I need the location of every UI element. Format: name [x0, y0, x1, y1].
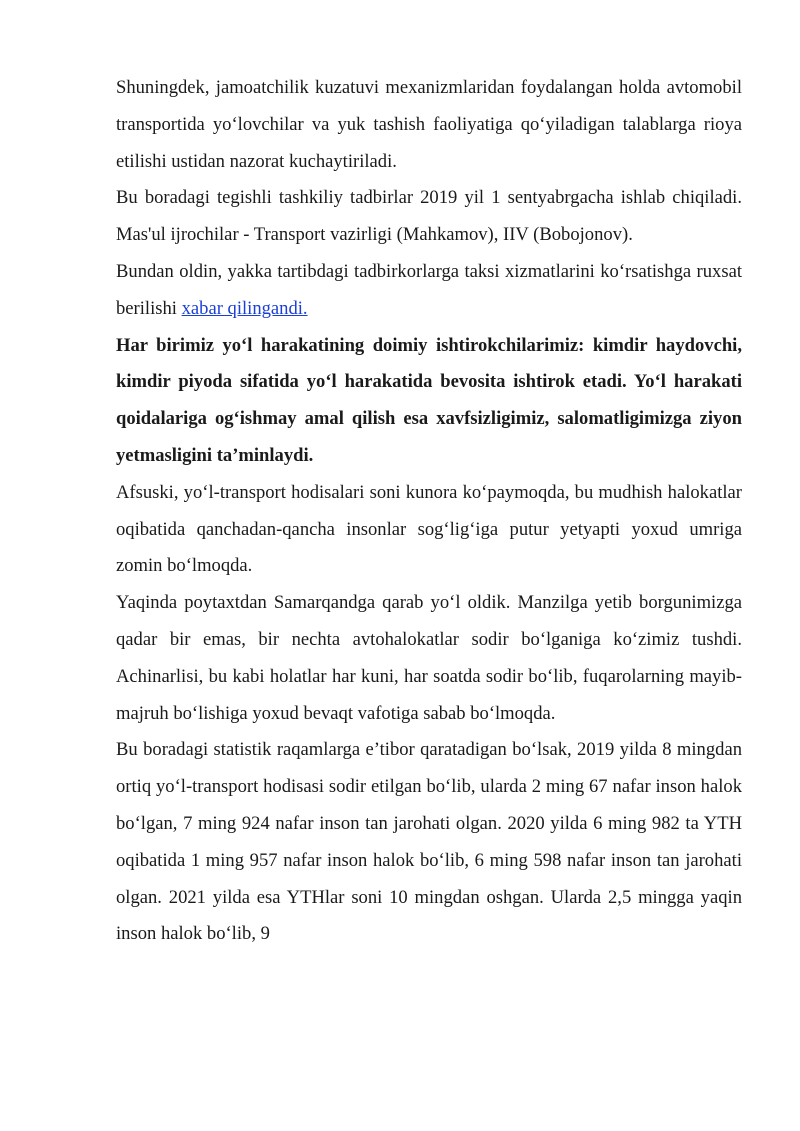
paragraph-5: Afsuski, yo‘l-transport hodisalari soni kunora ko‘paymoqda, bu mudhish halokatlar oqibatida qanchadan-qancha insonlar sog‘lig‘iga putur yetyapti yoxud umriga zomin bo‘lmoqda. — [116, 481, 742, 577]
paragraph-4-bold: Har birimiz yo‘l harakatining doimiy ishtirokchilarimiz: kimdir haydovchi, kimdir piyoda sifatida yo‘l harakatida bevosita ishtirok etadi. Yo‘l harakati qoidalariga og‘ishmay amal qilish esa xavfsizligimiz, salomatligimizga ziyon yetmasligini ta’minlaydi. — [116, 334, 742, 466]
paragraph-3-text: Bundan oldin, yakka tartibdagi tadbirkorlarga taksi xizmatlarini ko‘rsatishga ruxsat berilishi — [116, 260, 742, 319]
paragraph-3 — [116, 254, 742, 328]
news-link[interactable]: xabar qilingandi. — [181, 297, 308, 319]
paragraph-6: Yaqinda poytaxtdan Samarqandga qarab yo‘l oldik. Manzilga yetib borgunimizga qadar bir emas, bir nechta avtohalokatlar sodir bo‘lganiga ko‘zimiz tushdi. Achinarlisi, bu kabi holatlar har kuni, har soatda sodir bo‘lib, fuqarolarning mayib-majruh bo‘lishiga yoxud bevaqt vafotiga sabab bo‘lmoqda. — [116, 592, 742, 724]
paragraph-2: Bu boradagi tegishli tashkiliy tadbirlar 2019 yil 1 sentyabrgacha ishlab chiqiladi. Mas'ul ijrochilar - Transport vazirligi (Mahkamov), IIV (Bobojonov). — [116, 187, 742, 246]
document-page — [116, 70, 742, 953]
paragraph-7: Bu boradagi statistik raqamlarga e’tibor qaratadigan bo‘lsak, 2019 yilda 8 mingdan ortiq yo‘l-transport hodisasi sodir etilgan bo‘lib, ularda 2 ming 67 nafar inson halok bo‘lgan, 7 ming 924 nafar inson tan jarohati olgan. 2020 yilda 6 ming 982 ta YTH oqibatida 1 ming 957 nafar inson halok bo‘lib, 6 ming 598 nafar inson tan jarohati olgan. 2021 yilda esa YTHlar soni 10 mingdan oshgan. Ularda 2,5 mingga yaqin inson halok bo‘lib, 9 — [116, 739, 742, 945]
paragraph-1: Shuningdek, jamoatchilik kuzatuvi mexanizmlaridan foydalangan holda avtomobil transportida yo‘lovchilar va yuk tashish faoliyatiga qo‘yiladigan talablarga rioya etilishi ustidan nazorat kuchaytiriladi. — [116, 77, 742, 172]
